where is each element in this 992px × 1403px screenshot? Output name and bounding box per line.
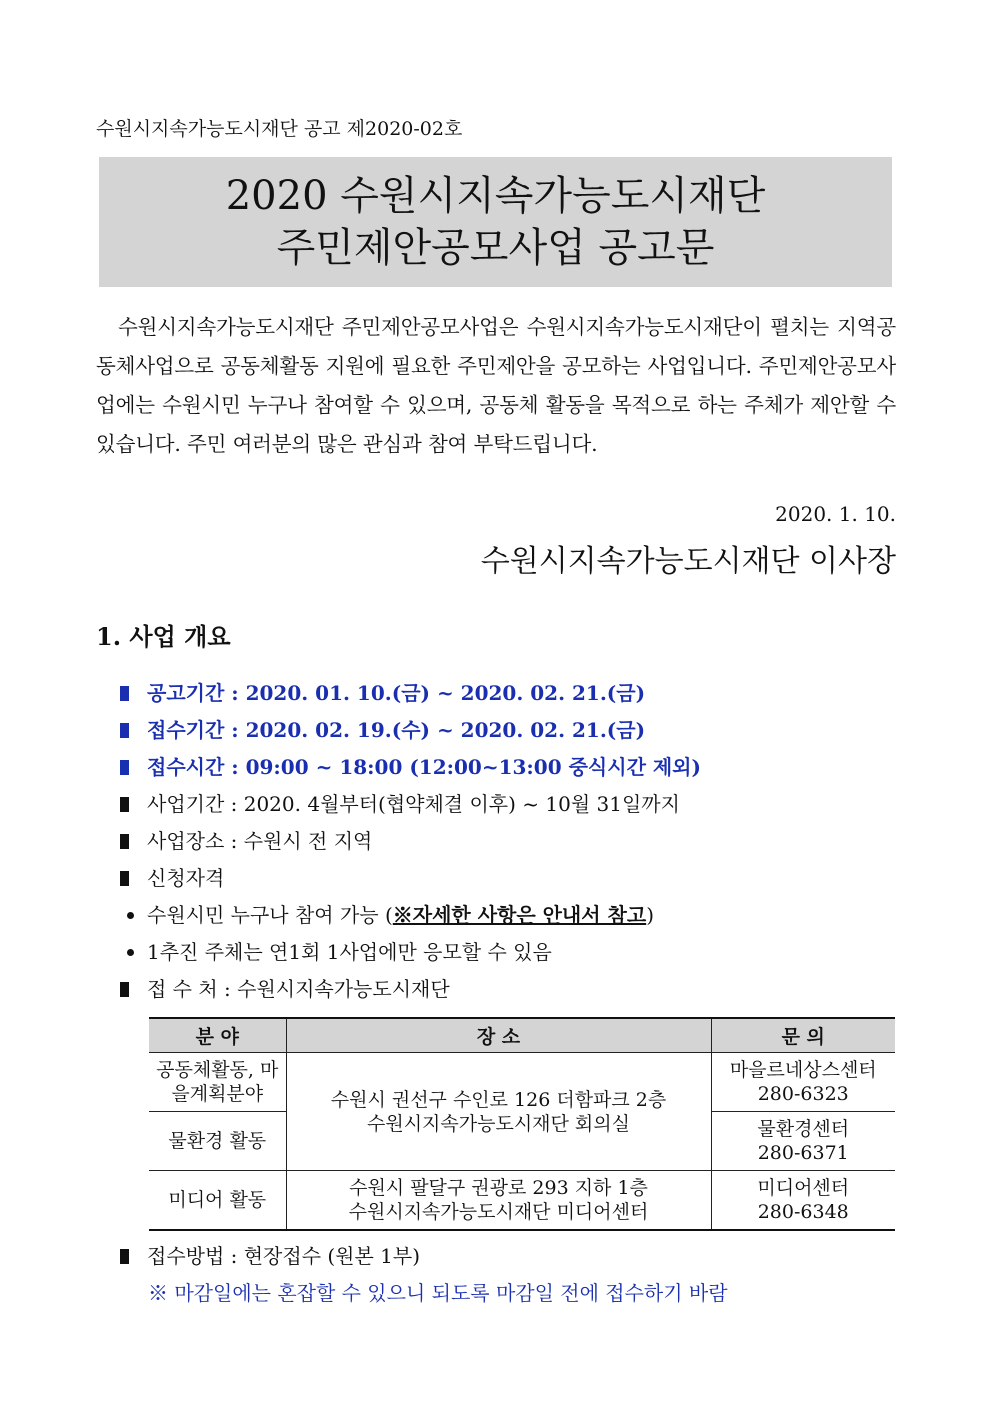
eligibility-item [120, 860, 900, 897]
eligibility-text: 신청자격 [147, 866, 225, 890]
title-line1: 2020 수원시지속가능도시재단 [225, 173, 766, 219]
issuer-name: 수원시지속가능도시재단 이사장 [480, 544, 896, 579]
receipt-method-text: 접수방법 : 현장접수 (원본 1부) [147, 1244, 421, 1268]
square-bullet-icon [120, 834, 129, 849]
project-period-item [120, 786, 900, 823]
bullet1-emphasis: ※자세한 사항은 안내서 참고 [392, 903, 647, 927]
notice-date: 2020. 1. 10. [775, 502, 896, 526]
place-main [286, 1053, 711, 1171]
place-media-line2: 수원시지속가능도시재단 미디어센터 [348, 1201, 649, 1223]
contact-village [711, 1053, 895, 1112]
square-bullet-icon [120, 797, 129, 812]
header-contact: 문 의 [711, 1018, 895, 1053]
bullet1-prefix: 수원시민 누구나 참여 가능 ( [147, 903, 393, 927]
round-bullet-icon [127, 949, 134, 956]
field-water: 물환경 활동 [149, 1112, 286, 1171]
contact-village-name: 마을르네상스센터 [729, 1059, 877, 1081]
eligibility-bullet-1 [120, 897, 900, 934]
contact-media [711, 1171, 895, 1231]
square-bullet-icon [120, 760, 129, 775]
header-field: 분 야 [149, 1018, 286, 1053]
title-box [99, 157, 892, 287]
contact-media-phone: 280-6348 [757, 1201, 849, 1223]
square-bullet-icon [120, 1249, 129, 1264]
announce-period-item [120, 675, 900, 712]
contact-water-phone: 280-6371 [757, 1142, 849, 1164]
place-main-line1: 수원시 권선구 수인로 126 더함파크 2층 [330, 1088, 667, 1111]
place-media [286, 1171, 711, 1231]
round-bullet-icon [127, 912, 134, 919]
notice-number: 수원시지속가능도시재단 공고 제2020-02호 [96, 118, 463, 140]
contact-water [711, 1112, 895, 1171]
square-bullet-icon [120, 871, 129, 886]
contact-table [149, 1017, 895, 1231]
header-place: 장 소 [286, 1018, 711, 1053]
bullet2-text: 1추진 주체는 연1회 1사업에만 응모할 수 있음 [147, 940, 552, 964]
receipt-method-item [120, 1238, 420, 1275]
deadline-note: ※ 마감일에는 혼잡할 수 있으니 되도록 마감일 전에 접수하기 바람 [148, 1281, 728, 1305]
receipt-period-item [120, 712, 900, 749]
project-place-text: 사업장소 : 수원시 전 지역 [147, 829, 373, 853]
place-main-line2: 수원시지속가능도시재단 회의실 [367, 1112, 630, 1135]
announce-period-text: 공고기간 : 2020. 01. 10.(금) ~ 2020. 02. 21.(금) [147, 681, 646, 705]
project-place-item [120, 823, 900, 860]
eligibility-bullet-2 [120, 934, 900, 971]
receipt-hours-item [120, 749, 900, 786]
title-line2: 주민제안공모사업 공고문 [276, 225, 715, 271]
bullet1-suffix: ) [646, 903, 654, 927]
receipt-office-item [120, 971, 900, 1008]
table-row [149, 1053, 895, 1112]
place-media-line1: 수원시 팔달구 권광로 293 지하 1층 [349, 1177, 648, 1199]
table-row [149, 1171, 895, 1231]
table-header-row [149, 1018, 895, 1053]
field-media: 미디어 활동 [149, 1171, 286, 1231]
square-bullet-icon [120, 686, 129, 701]
project-period-text: 사업기간 : 2020. 4월부터(협약체결 이후) ~ 10월 31일까지 [147, 792, 680, 816]
intro-paragraph: 수원시지속가능도시재단 주민제안공모사업은 수원시지속가능도시재단이 펼치는 지역공동체사업으로 공동체활동 지원에 필요한 주민제안을 공모하는 사업입니다. 주민제안공모사업에는 수원시민 누구나 참여할 수 있으며, 공동체 활동을 목적으로 하는 주체가 제안할 수 있습니다. 주민 여러분의 많은 관심과 참여 부탁드립니다. [96, 315, 896, 456]
receipt-period-text: 접수기간 : 2020. 02. 19.(수) ~ 2020. 02. 21.(금) [147, 718, 646, 742]
receipt-hours-text: 접수시간 : 09:00 ~ 18:00 (12:00~13:00 중식시간 제외) [147, 755, 701, 779]
square-bullet-icon [120, 723, 129, 738]
field-community: 공동체활동, 마을계획분야 [149, 1053, 286, 1112]
overview-list [120, 675, 900, 1008]
section-heading: 1. 사업 개요 [96, 622, 231, 651]
contact-media-name: 미디어센터 [757, 1177, 850, 1199]
contact-village-phone: 280-6323 [757, 1083, 849, 1105]
contact-water-name: 물환경센터 [757, 1118, 850, 1140]
square-bullet-icon [120, 982, 129, 997]
receipt-office-text: 접 수 처 : 수원시지속가능도시재단 [147, 977, 450, 1001]
